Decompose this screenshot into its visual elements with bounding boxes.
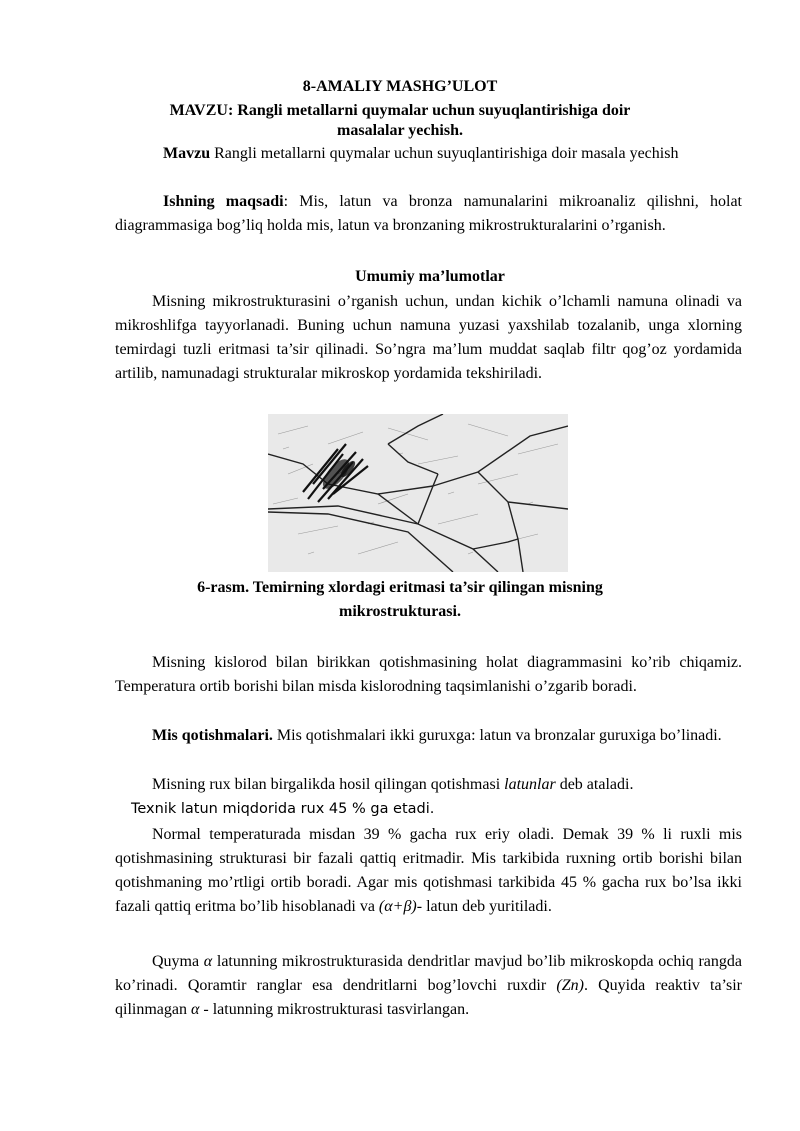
paragraph-3 xyxy=(115,724,742,748)
paragraph-7-d: - latunning mikrostrukturasi tasvirlangan. xyxy=(199,1001,470,1018)
paragraph-6-end: - latun deb yuritiladi. xyxy=(416,898,552,915)
paragraph-2: Misning kislorod bilan birikkan qotishmasining holat diagrammasini ko’rib chiqamiz. Temperatura ortib borishi bilan misda kislorodning taqsimlanishi o’zgarib boradi. xyxy=(115,654,742,695)
document-subtitle-line1: MAVZU: Rangli metallarni quymalar uchun suyuqlantirishiga doir xyxy=(169,102,631,119)
figure-caption-line2: mikrostrukturasi. xyxy=(339,603,461,620)
document-subtitle-line2: masalalar yechish. xyxy=(337,122,463,139)
paragraph-4-text: Misning rux bilan birgalikda hosil qilingan qotishmasi xyxy=(152,776,505,793)
mavzu-paragraph xyxy=(115,142,742,166)
maqsad-text: : Mis, latun va bronza namunalarini mikroanaliz qilishni, holat diagrammasiga bog’liq holda mis, latun va bronzaning mikrostrukturalarini o’rganish. xyxy=(115,193,743,234)
paragraph-4-end: deb ataladi. xyxy=(555,776,634,793)
figure-caption-line1: 6-rasm. Temirning xlordagi eritmasi ta’sir qilingan misning xyxy=(197,579,603,596)
zn-symbol: (Zn) xyxy=(556,977,584,994)
alpha-symbol-2: α xyxy=(190,1001,200,1018)
maqsad-paragraph xyxy=(115,190,742,238)
microstructure-figure xyxy=(268,414,568,572)
paragraph-6 xyxy=(115,823,742,919)
paragraph-7 xyxy=(115,950,742,1022)
section-heading: Umumiy ma’lumotlar xyxy=(355,268,505,285)
paragraph-1: Misning mikrostrukturasini o’rganish uchun, undan kichik o’lchamli namuna olinadi va mikroshlifga tayyorlanadi. Buning uchun namuna yuzasi yaxshilab tozalanib, unga xlorning temirdagi tuzli eritmasi ta’sir qilinadi. So’ngra ma’lum muddat saqlab filtr qog’oz yordamida artilib, namunadagi strukturalar mikroskop yordamida tekshiriladi. xyxy=(115,293,742,382)
paragraph-6-text: Normal temperaturada misdan 39 % gacha rux eriy oladi. Demak 39 % li ruxli mis qotishmasining strukturasi bir fazali qattiq eritmadir. Mis tarkibida ruxning ortib borishi bilan qotishmaning mo’rtligi ortib boradi. Agar mis qotishmasi tarkibida 45 % gacha rux bo’lsa ikki fazali qattiq eritma bo’lib hisoblanadi va xyxy=(115,826,742,915)
paragraph-3-text: Mis qotishmalari ikki guruxga: latun va bronzalar guruxiga bo’linadi. xyxy=(272,727,722,744)
alpha-symbol: α xyxy=(203,953,213,970)
maqsad-label: Ishning maqsadi xyxy=(163,193,284,210)
paragraph-6-italic: (α+β) xyxy=(378,898,417,915)
mavzu-text: Rangli metallarni quymalar uchun suyuqlantirishiga doir masala yechish xyxy=(210,145,679,162)
paragraph-5: Texnik latun miqdorida rux 45 % ga etadi. xyxy=(131,801,435,817)
mavzu-label: Mavzu xyxy=(163,145,211,162)
paragraph-3-label: Mis qotishmalari. xyxy=(152,727,273,744)
document-title: 8-AMALIY MASHG’ULOT xyxy=(302,78,498,95)
paragraph-4-italic: latunlar xyxy=(504,776,556,793)
paragraph-4 xyxy=(115,773,742,797)
paragraph-7-b: latunning mikrostrukturasida dendritlar mavjud bo’lib mikroskopda ochiq rangda ko’rinadi. Qoramtir ranglar esa dendritlarni bog’lovchi ruxdir xyxy=(115,953,742,994)
paragraph-7-c: . Quyida reaktiv ta’sir qilinmagan xyxy=(115,977,743,1018)
paragraph-7-a: Quyma xyxy=(152,953,204,970)
